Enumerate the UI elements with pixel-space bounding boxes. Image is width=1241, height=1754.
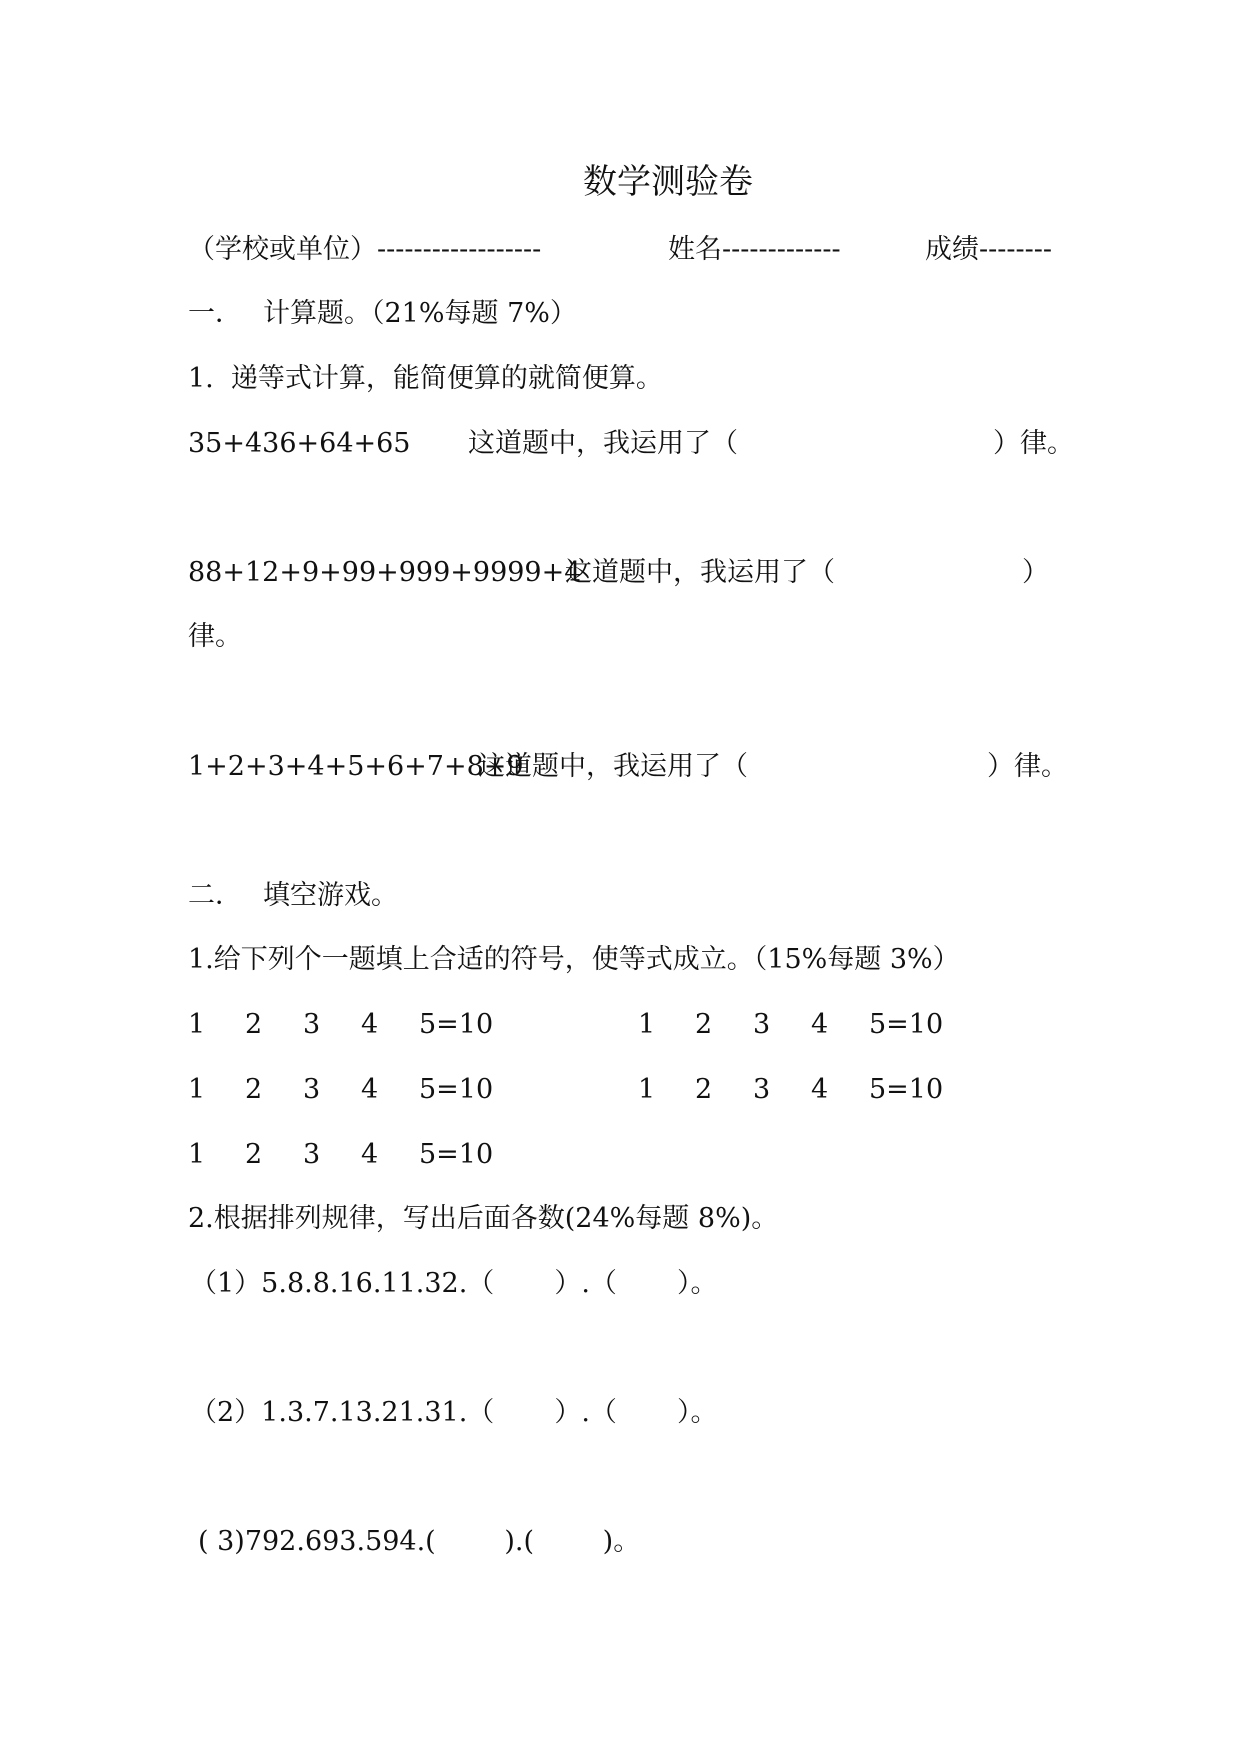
equation-term: 1	[188, 1009, 206, 1040]
equation-term: 1	[638, 1009, 656, 1040]
equation-term: 3	[753, 1074, 771, 1105]
calc-prompt-3: 这道题中，我运用了（	[478, 751, 748, 782]
section1-heading: 计算题。（21%每题 7%）	[263, 298, 577, 329]
calc-expression-2: 88+12+9+99+999+9999+4	[188, 557, 582, 588]
equation-term: 2	[245, 1139, 263, 1170]
equation-term: 4	[811, 1074, 829, 1105]
equation-term: 5=10	[419, 1139, 494, 1170]
section2-number: 二．	[188, 880, 242, 911]
equation-term: 3	[303, 1139, 321, 1170]
calc-prompt-2: 这道题中，我运用了（	[565, 557, 835, 588]
calc-expression-1: 35+436+64+65	[188, 428, 411, 459]
calc-wrap-2: 律。	[188, 621, 242, 652]
equation-term: 5=10	[869, 1074, 944, 1105]
equation-term: 2	[695, 1009, 713, 1040]
calc-close-1: ）律。	[993, 428, 1074, 459]
calc-expression-3: 1+2+3+4+5+6+7+8+9	[188, 751, 524, 782]
equation-term: 4	[811, 1009, 829, 1040]
score-field: 成绩--------	[925, 234, 1052, 265]
equation-term: 3	[303, 1074, 321, 1105]
sequence-3: ( 3)792.693.594.( ).( )。	[198, 1526, 641, 1557]
sequence-2: （2）1.3.7.13.21.31.（ ）.（ ）。	[190, 1397, 718, 1428]
equation-term: 1	[638, 1074, 656, 1105]
equation-term: 2	[245, 1074, 263, 1105]
name-field: 姓名-------------	[668, 234, 841, 265]
equation-term: 5=10	[419, 1074, 494, 1105]
page-title: 数学测验卷	[583, 162, 753, 202]
section1-number: 一．	[188, 298, 242, 329]
calc-close-3: ）律。	[987, 751, 1068, 782]
equation-term: 5=10	[869, 1009, 944, 1040]
calc-prompt-1: 这道题中，我运用了（	[468, 428, 738, 459]
equation-term: 1	[188, 1139, 206, 1170]
equation-term: 4	[361, 1139, 379, 1170]
question-2-1-prompt: 1.给下列个一题填上合适的符号，使等式成立。（15%每题 3%）	[188, 944, 960, 975]
equation-term: 4	[361, 1074, 379, 1105]
calc-close-2: ）	[1022, 557, 1049, 588]
school-field: （学校或单位）------------------	[188, 234, 542, 265]
equation-term: 2	[245, 1009, 263, 1040]
equation-term: 3	[303, 1009, 321, 1040]
equation-term: 4	[361, 1009, 379, 1040]
question-2-2-prompt: 2.根据排列规律，写出后面各数(24%每题 8%)。	[188, 1203, 779, 1234]
section2-heading: 填空游戏。	[263, 880, 398, 911]
equation-term: 2	[695, 1074, 713, 1105]
equation-term: 1	[188, 1074, 206, 1105]
sequence-1: （1）5.8.8.16.11.32.（ ）.（ ）。	[190, 1268, 718, 1299]
question-1-intro: 1. 递等式计算，能简便算的就简便算。	[188, 363, 663, 394]
equation-term: 3	[753, 1009, 771, 1040]
equation-term: 5=10	[419, 1009, 494, 1040]
